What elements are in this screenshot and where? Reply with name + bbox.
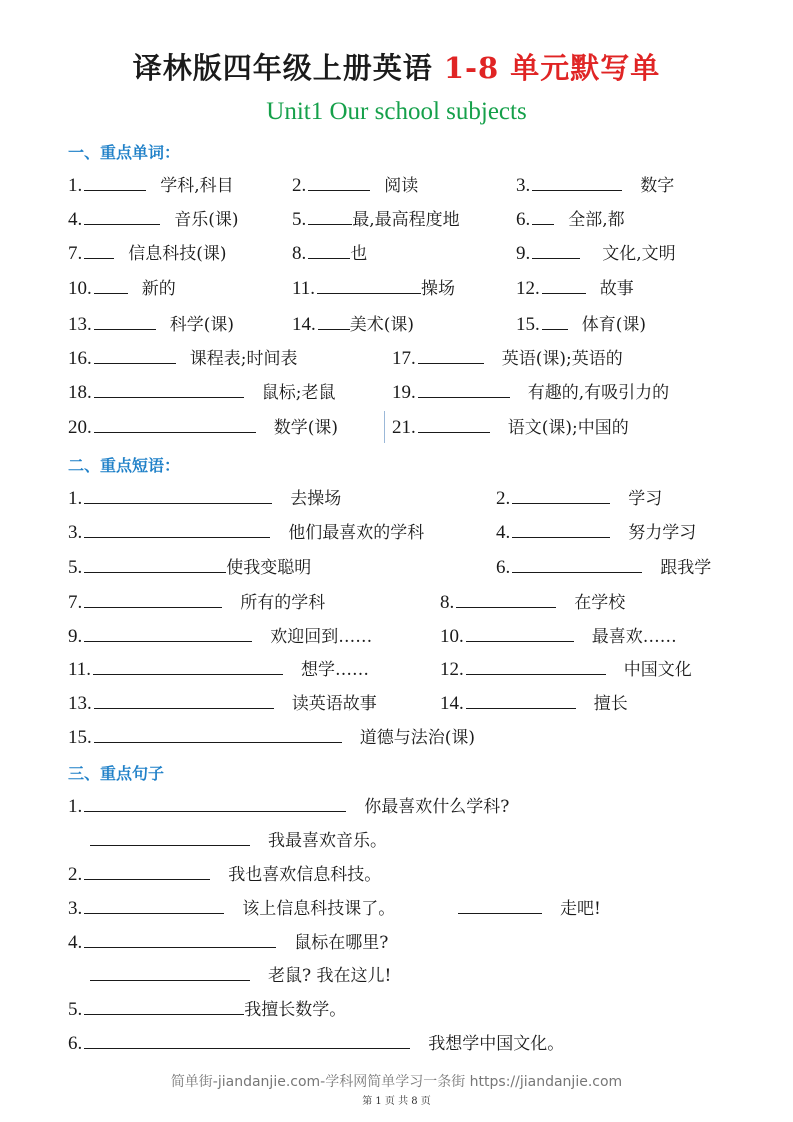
page-title — [0, 46, 793, 87]
phrase-item — [68, 658, 369, 681]
word-number: 18. — [68, 382, 92, 403]
phrase-item — [68, 487, 341, 510]
phrase-meaning: 他们最喜欢的学科 — [288, 523, 425, 543]
phrase-number: 4. — [496, 522, 511, 543]
sentence-item — [68, 863, 381, 886]
word-meaning: 信息科技(课) — [128, 244, 227, 264]
word-number: 4. — [68, 209, 83, 230]
phrase-number: 13. — [68, 693, 92, 714]
unit-subtitle: Unit1 Our school subjects — [266, 98, 527, 125]
word-answer-blank[interactable] — [418, 347, 484, 364]
word-number: 5. — [292, 209, 307, 230]
sentence-number: 5. — [68, 999, 83, 1020]
title-highlight: 1-8 单元默写单 — [443, 51, 661, 85]
word-answer-blank[interactable] — [84, 242, 114, 259]
word-meaning: 新的 — [141, 279, 176, 299]
word-answer-blank[interactable] — [418, 381, 510, 398]
sentence-answer-blank[interactable] — [458, 897, 542, 914]
word-item — [68, 242, 227, 265]
phrase-answer-blank[interactable] — [94, 726, 342, 743]
phrase-answer-blank[interactable] — [512, 556, 642, 573]
phrase-answer-blank[interactable] — [93, 658, 283, 675]
word-meaning: 也 — [350, 244, 368, 264]
word-answer-blank[interactable] — [542, 313, 568, 330]
sentence-meaning: 我也喜欢信息科技。 — [228, 865, 382, 885]
word-number: 14. — [292, 314, 316, 335]
phrase-answer-blank[interactable] — [512, 487, 610, 504]
sentence-meaning: 我想学中国文化。 — [428, 1034, 565, 1054]
phrase-meaning: 去操场 — [290, 489, 342, 509]
word-answer-blank[interactable] — [532, 242, 580, 259]
phrase-meaning: 所有的学科 — [240, 593, 326, 613]
word-meaning: 科学(课) — [169, 315, 235, 335]
sentence-meaning: 老鼠? 我在这儿! — [268, 966, 392, 986]
word-meaning: 课程表;时间表 — [189, 349, 298, 369]
section-heading-phrases: 二、重点短语： — [68, 456, 181, 475]
phrase-number: 2. — [496, 488, 511, 509]
phrase-item — [496, 556, 711, 579]
sentence-answer-blank[interactable] — [84, 863, 210, 880]
word-number: 16. — [68, 348, 92, 369]
word-number: 15. — [516, 314, 540, 335]
word-answer-blank[interactable] — [542, 277, 586, 294]
sentence-item — [90, 829, 387, 852]
word-item — [516, 242, 676, 265]
sentence-answer-blank[interactable] — [90, 964, 250, 981]
word-number: 6. — [516, 209, 531, 230]
word-meaning: 英语(课);英语的 — [501, 349, 623, 369]
word-number: 12. — [516, 278, 540, 299]
phrase-number: 3. — [68, 522, 83, 543]
word-meaning: 全部,都 — [568, 210, 625, 230]
word-answer-blank[interactable] — [418, 416, 490, 433]
word-meaning: 操场 — [421, 279, 456, 299]
page-number: 第 1 页 共 8 页 — [362, 1096, 431, 1107]
word-number: 1. — [68, 175, 83, 196]
phrase-answer-blank[interactable] — [456, 591, 556, 608]
word-meaning: 文化,文明 — [602, 244, 676, 264]
phrase-meaning: 最喜欢…… — [591, 627, 677, 647]
phrase-answer-blank[interactable] — [512, 521, 610, 538]
word-item — [516, 313, 646, 336]
phrase-item — [496, 521, 696, 544]
word-answer-blank[interactable] — [308, 174, 370, 191]
sentence-meaning: 我擅长数学。 — [244, 1000, 347, 1020]
word-item — [392, 381, 669, 404]
phrase-number: 12. — [440, 659, 464, 680]
word-item — [392, 416, 629, 439]
sentence-meaning: 该上信息科技课了。 — [242, 899, 396, 919]
sentence-item — [90, 964, 391, 987]
word-meaning: 最,最高程度地 — [352, 210, 460, 230]
word-answer-blank[interactable] — [94, 277, 128, 294]
word-meaning: 数字 — [640, 176, 675, 196]
word-item — [392, 347, 623, 370]
word-meaning: 音乐(课) — [174, 210, 239, 230]
phrase-number: 1. — [68, 488, 83, 509]
word-item — [292, 277, 455, 300]
word-meaning: 语文(课);中国的 — [507, 418, 629, 438]
phrase-answer-blank[interactable] — [466, 692, 576, 709]
word-meaning: 阅读 — [384, 176, 419, 196]
word-meaning: 鼠标;老鼠 — [261, 383, 336, 403]
phrase-number: 15. — [68, 727, 92, 748]
sentence-answer-blank[interactable] — [84, 998, 244, 1015]
phrase-answer-blank[interactable] — [466, 658, 606, 675]
phrase-answer-blank[interactable] — [94, 692, 274, 709]
sentence-item — [68, 931, 388, 954]
word-number: 10. — [68, 278, 92, 299]
word-item — [516, 208, 625, 231]
word-answer-blank[interactable] — [94, 347, 176, 364]
phrase-meaning: 学习 — [628, 489, 663, 509]
word-number: 8. — [292, 243, 307, 264]
sentence-answer-blank[interactable] — [84, 897, 224, 914]
word-number: 3. — [516, 175, 531, 196]
phrase-number: 7. — [68, 592, 83, 613]
phrase-number: 11. — [68, 659, 92, 680]
word-number: 19. — [392, 382, 416, 403]
sentence-answer-blank[interactable] — [84, 1032, 410, 1049]
word-meaning: 故事 — [599, 279, 634, 299]
phrase-meaning: 欢迎回到…… — [270, 627, 373, 647]
phrase-item — [68, 556, 311, 579]
word-number: 13. — [68, 314, 92, 335]
phrase-answer-blank[interactable] — [84, 487, 272, 504]
phrase-item — [68, 625, 372, 648]
word-answer-blank[interactable] — [308, 242, 350, 259]
word-number: 2. — [292, 175, 307, 196]
sentence-meaning: 你最喜欢什么学科? — [364, 797, 510, 817]
word-item — [292, 208, 460, 231]
word-item — [68, 313, 234, 336]
word-answer-blank[interactable] — [84, 208, 160, 225]
sentence-meaning: 鼠标在哪里? — [294, 933, 389, 953]
phrase-item — [440, 692, 628, 715]
phrase-number: 5. — [68, 557, 83, 578]
phrase-item — [440, 625, 677, 648]
sentence-item — [68, 795, 509, 818]
word-item — [68, 208, 239, 231]
word-answer-blank[interactable] — [317, 277, 421, 294]
section-heading-words: 一、重点单词： — [68, 143, 181, 162]
phrase-number: 10. — [440, 626, 464, 647]
phrase-answer-blank[interactable] — [84, 556, 226, 573]
word-item — [68, 381, 335, 404]
phrase-number: 9. — [68, 626, 83, 647]
phrase-number: 6. — [496, 557, 511, 578]
word-item — [516, 174, 674, 197]
word-meaning: 美术(课) — [349, 315, 415, 335]
sentence-meaning: 走吧! — [560, 899, 601, 919]
sentence-number: 4. — [68, 932, 83, 953]
phrase-meaning: 读英语故事 — [291, 694, 377, 714]
word-number: 21. — [392, 417, 416, 438]
sentence-item — [68, 897, 395, 920]
word-answer-blank[interactable] — [94, 416, 256, 433]
phrase-item — [440, 591, 625, 614]
sentence-number: 6. — [68, 1033, 83, 1054]
word-number: 7. — [68, 243, 83, 264]
word-number: 17. — [392, 348, 416, 369]
word-answer-blank[interactable] — [94, 381, 244, 398]
word-answer-blank[interactable] — [94, 313, 156, 330]
sentence-item — [458, 897, 601, 920]
footer-watermark: 简单街-jiandanjie.com-学科网简单学习一条街 https://jiandanjie.com — [170, 1074, 623, 1090]
word-item — [292, 242, 367, 265]
phrase-item — [68, 521, 424, 544]
word-number: 20. — [68, 417, 92, 438]
word-meaning: 体育(课) — [581, 315, 647, 335]
phrase-answer-blank[interactable] — [84, 521, 270, 538]
phrase-meaning: 想学…… — [301, 660, 370, 680]
phrase-answer-blank[interactable] — [84, 625, 252, 642]
title-main: 译林版四年级上册英语 — [132, 51, 433, 85]
word-meaning: 有趣的,有吸引力的 — [527, 383, 670, 403]
section-heading-sentences: 三、重点句子 — [68, 764, 165, 783]
phrase-answer-blank[interactable] — [466, 625, 574, 642]
phrase-item — [68, 726, 475, 749]
word-item — [68, 174, 234, 197]
phrase-meaning: 擅长 — [593, 694, 628, 714]
word-item — [516, 277, 634, 300]
column-divider — [384, 411, 385, 443]
phrase-item — [440, 658, 692, 681]
phrase-meaning: 跟我学 — [660, 558, 712, 578]
word-number: 11. — [292, 278, 316, 299]
word-item — [292, 174, 418, 197]
sentence-answer-blank[interactable] — [84, 795, 346, 812]
word-item — [68, 416, 338, 439]
word-item — [68, 277, 176, 300]
sentence-meaning: 我最喜欢音乐。 — [268, 831, 387, 851]
sentence-item — [68, 1032, 564, 1055]
sentence-number: 3. — [68, 898, 83, 919]
word-meaning: 数学(课) — [273, 418, 339, 438]
phrase-meaning: 在学校 — [574, 593, 626, 613]
phrase-item — [68, 591, 325, 614]
phrase-answer-blank[interactable] — [84, 591, 222, 608]
phrase-meaning: 努力学习 — [628, 523, 697, 543]
sentence-item — [68, 998, 346, 1021]
sentence-number: 2. — [68, 864, 83, 885]
word-meaning: 学科,科目 — [160, 176, 234, 196]
phrase-number: 14. — [440, 693, 464, 714]
word-answer-blank[interactable] — [318, 313, 350, 330]
sentence-answer-blank[interactable] — [84, 931, 276, 948]
sentence-number: 1. — [68, 796, 83, 817]
word-item — [68, 347, 297, 370]
word-answer-blank[interactable] — [84, 174, 146, 191]
word-answer-blank[interactable] — [532, 174, 622, 191]
word-number: 9. — [516, 243, 531, 264]
phrase-meaning: 中国文化 — [623, 660, 692, 680]
word-item — [292, 313, 414, 336]
phrase-meaning: 道德与法治(课) — [359, 728, 476, 748]
phrase-item — [68, 692, 377, 715]
phrase-number: 8. — [440, 592, 455, 613]
phrase-item — [496, 487, 662, 510]
sentence-answer-blank[interactable] — [90, 829, 250, 846]
word-answer-blank[interactable] — [532, 208, 554, 225]
word-answer-blank[interactable] — [308, 208, 352, 225]
phrase-meaning: 使我变聪明 — [226, 558, 312, 578]
